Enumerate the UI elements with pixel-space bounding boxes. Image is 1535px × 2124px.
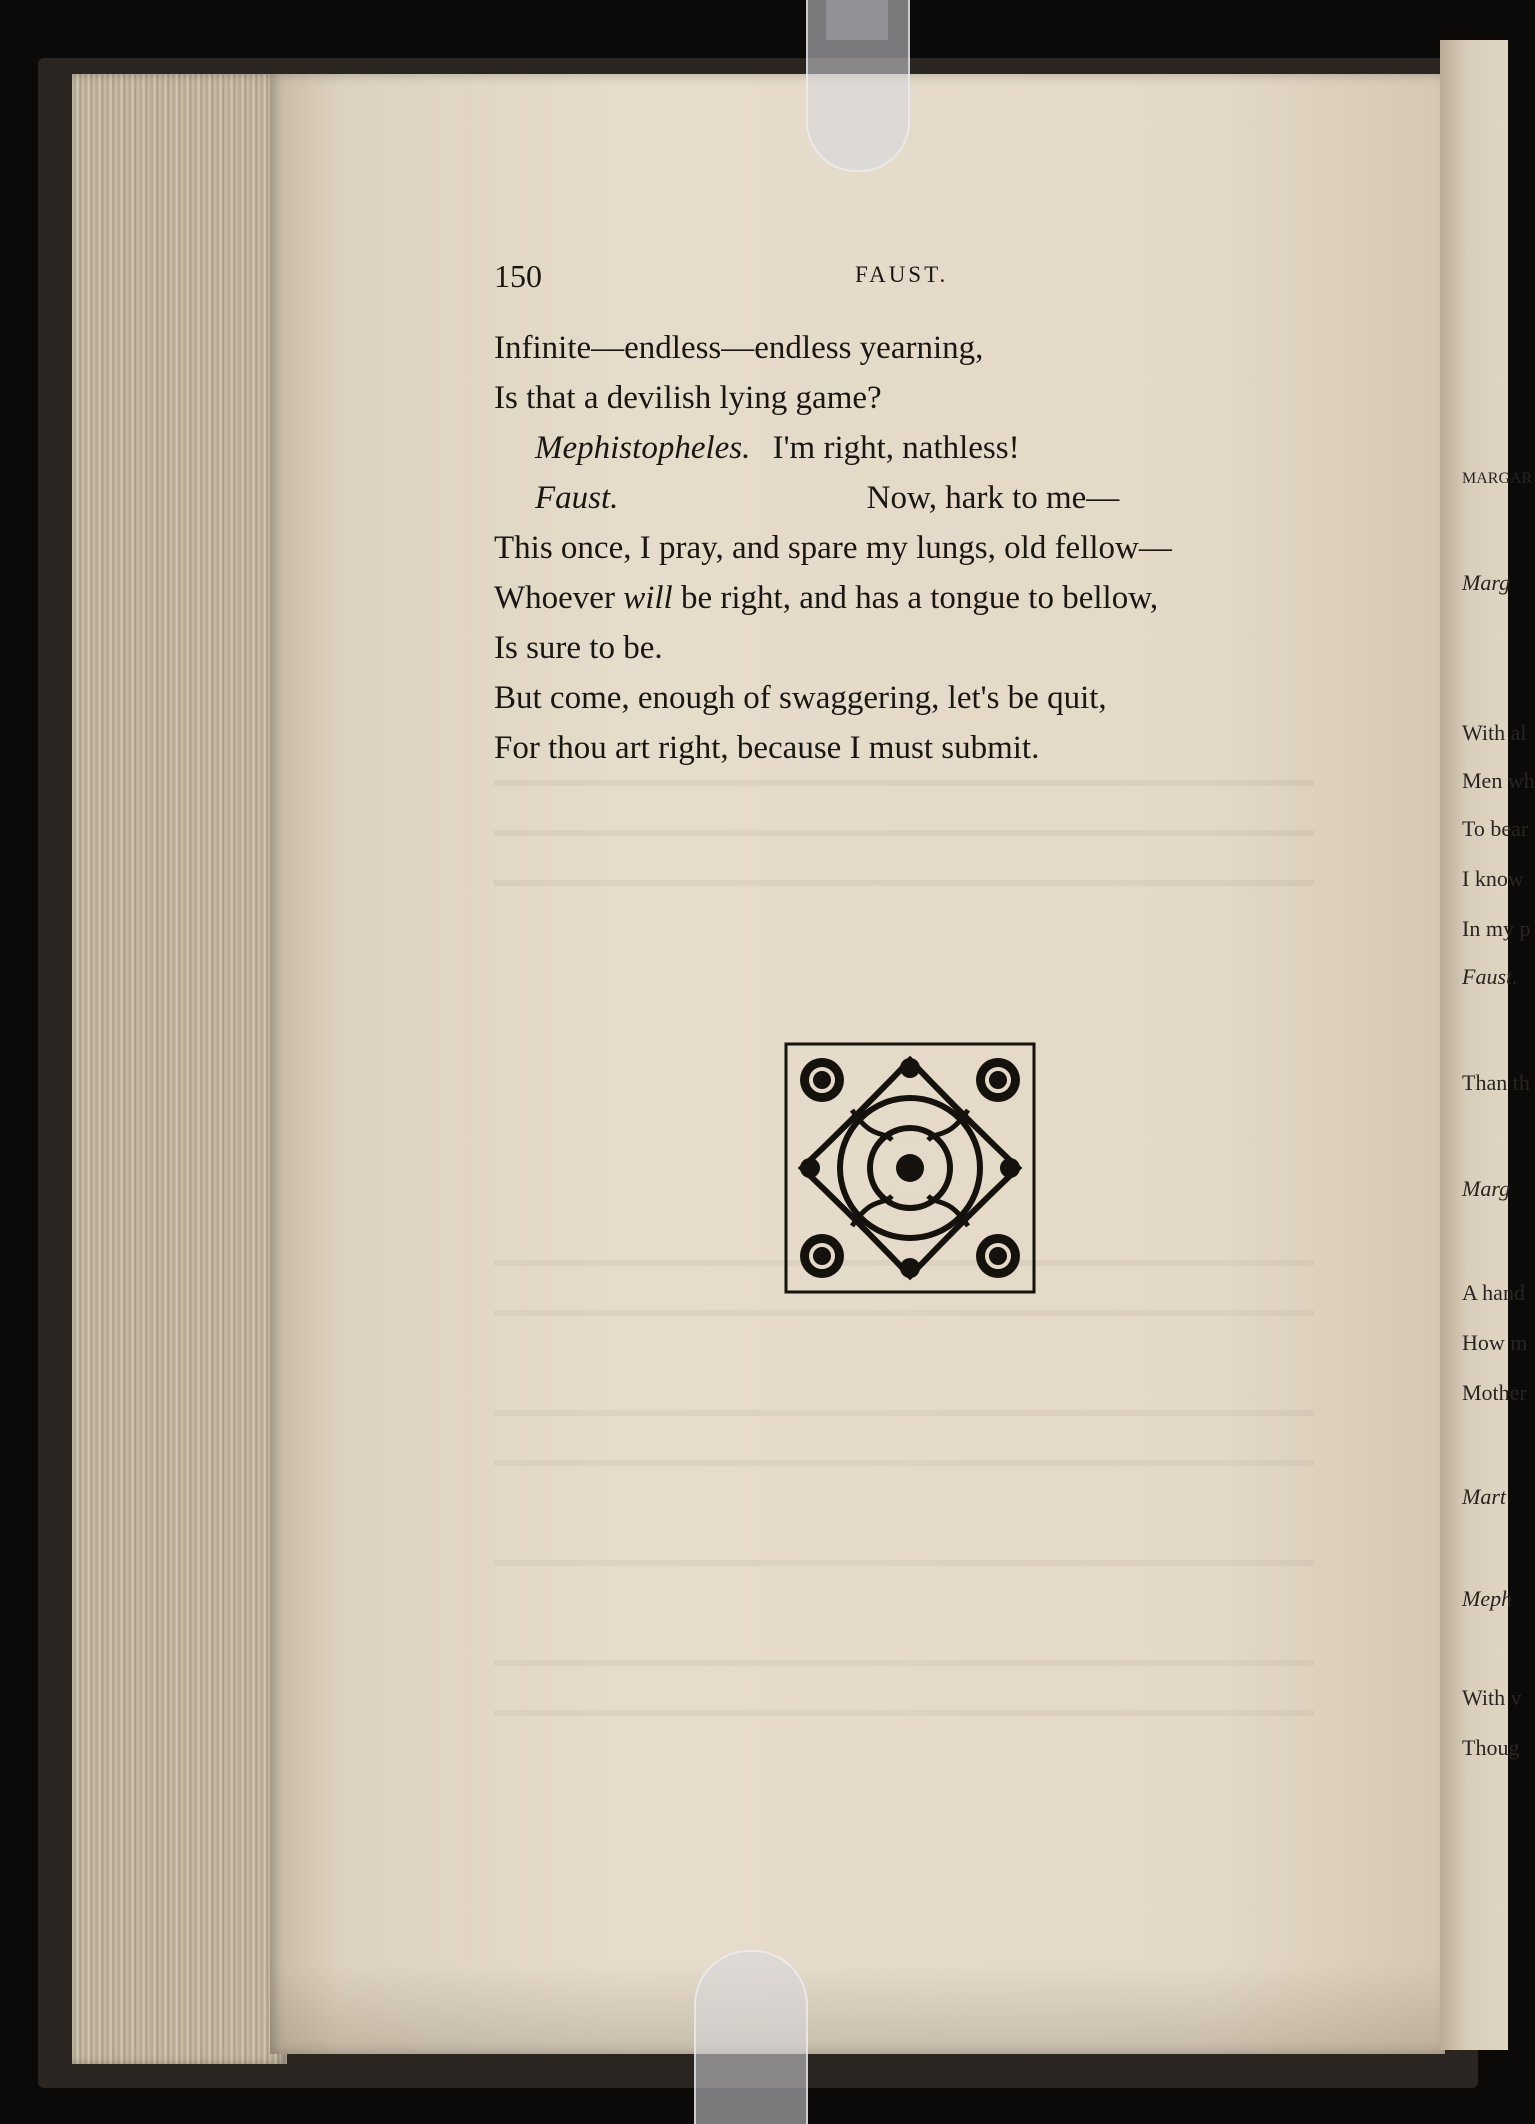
speech: Now, hark to me— <box>866 480 1120 516</box>
right-page-fragment: In my p <box>1462 916 1531 941</box>
right-page-fragment: Mother <box>1462 1380 1527 1405</box>
right-page-fragment: With v <box>1462 1685 1522 1710</box>
verse-line <box>494 580 1158 617</box>
verse-line: Infinite—endless—endless yearning, <box>494 330 984 366</box>
verse-line: Is that a devilish lying game? <box>494 380 882 416</box>
page-clip-top <box>806 0 910 172</box>
page-block-edge <box>72 74 287 2064</box>
emphasis: will <box>623 580 673 616</box>
right-page-fragment: Mart <box>1462 1484 1506 1509</box>
speaker-name: Faust. <box>535 480 619 516</box>
verse-line: But come, enough of swaggering, let's be quit, <box>494 680 1107 716</box>
verse-text: be right, and has a tongue to bellow, <box>672 580 1159 616</box>
right-page-fragment: A hand <box>1462 1280 1525 1305</box>
verse-line: Is sure to be. <box>494 630 663 666</box>
verse-line: This once, I pray, and spare my lungs, old fellow— <box>494 530 1172 566</box>
tailpiece-ornament <box>782 1040 1038 1296</box>
page-number: 150 <box>494 258 542 294</box>
speaker-name: Mephistopheles. <box>535 430 751 466</box>
right-page-fragment: MARGAR <box>1462 470 1533 487</box>
page-clip-bottom <box>694 1950 808 2124</box>
right-page-fragment: Thoug <box>1462 1735 1520 1760</box>
verse-line: For thou art right, because I must submit. <box>494 730 1040 766</box>
right-page-fragment: Marg <box>1462 570 1511 595</box>
right-page-fragment: Than th <box>1462 1070 1530 1095</box>
right-page-edge <box>1440 40 1535 2050</box>
speaker-line <box>535 480 1119 517</box>
right-page-fragment: Men wh <box>1462 768 1535 793</box>
right-page-fragment: I know <box>1462 866 1524 891</box>
right-page-fragment: Meph <box>1462 1586 1513 1611</box>
right-page-fragment: Marg <box>1462 1176 1511 1201</box>
right-page-fragment: With al <box>1462 720 1527 745</box>
speaker-line <box>535 430 1020 467</box>
speech: I'm right, nathless! <box>772 430 1020 466</box>
right-page-fragment: Faust. <box>1462 964 1518 989</box>
right-page-fragment: To bear <box>1462 816 1529 841</box>
running-head: FAUST. <box>855 262 949 287</box>
verse-text: Whoever <box>494 580 624 616</box>
right-page-fragment: How m <box>1462 1330 1528 1355</box>
